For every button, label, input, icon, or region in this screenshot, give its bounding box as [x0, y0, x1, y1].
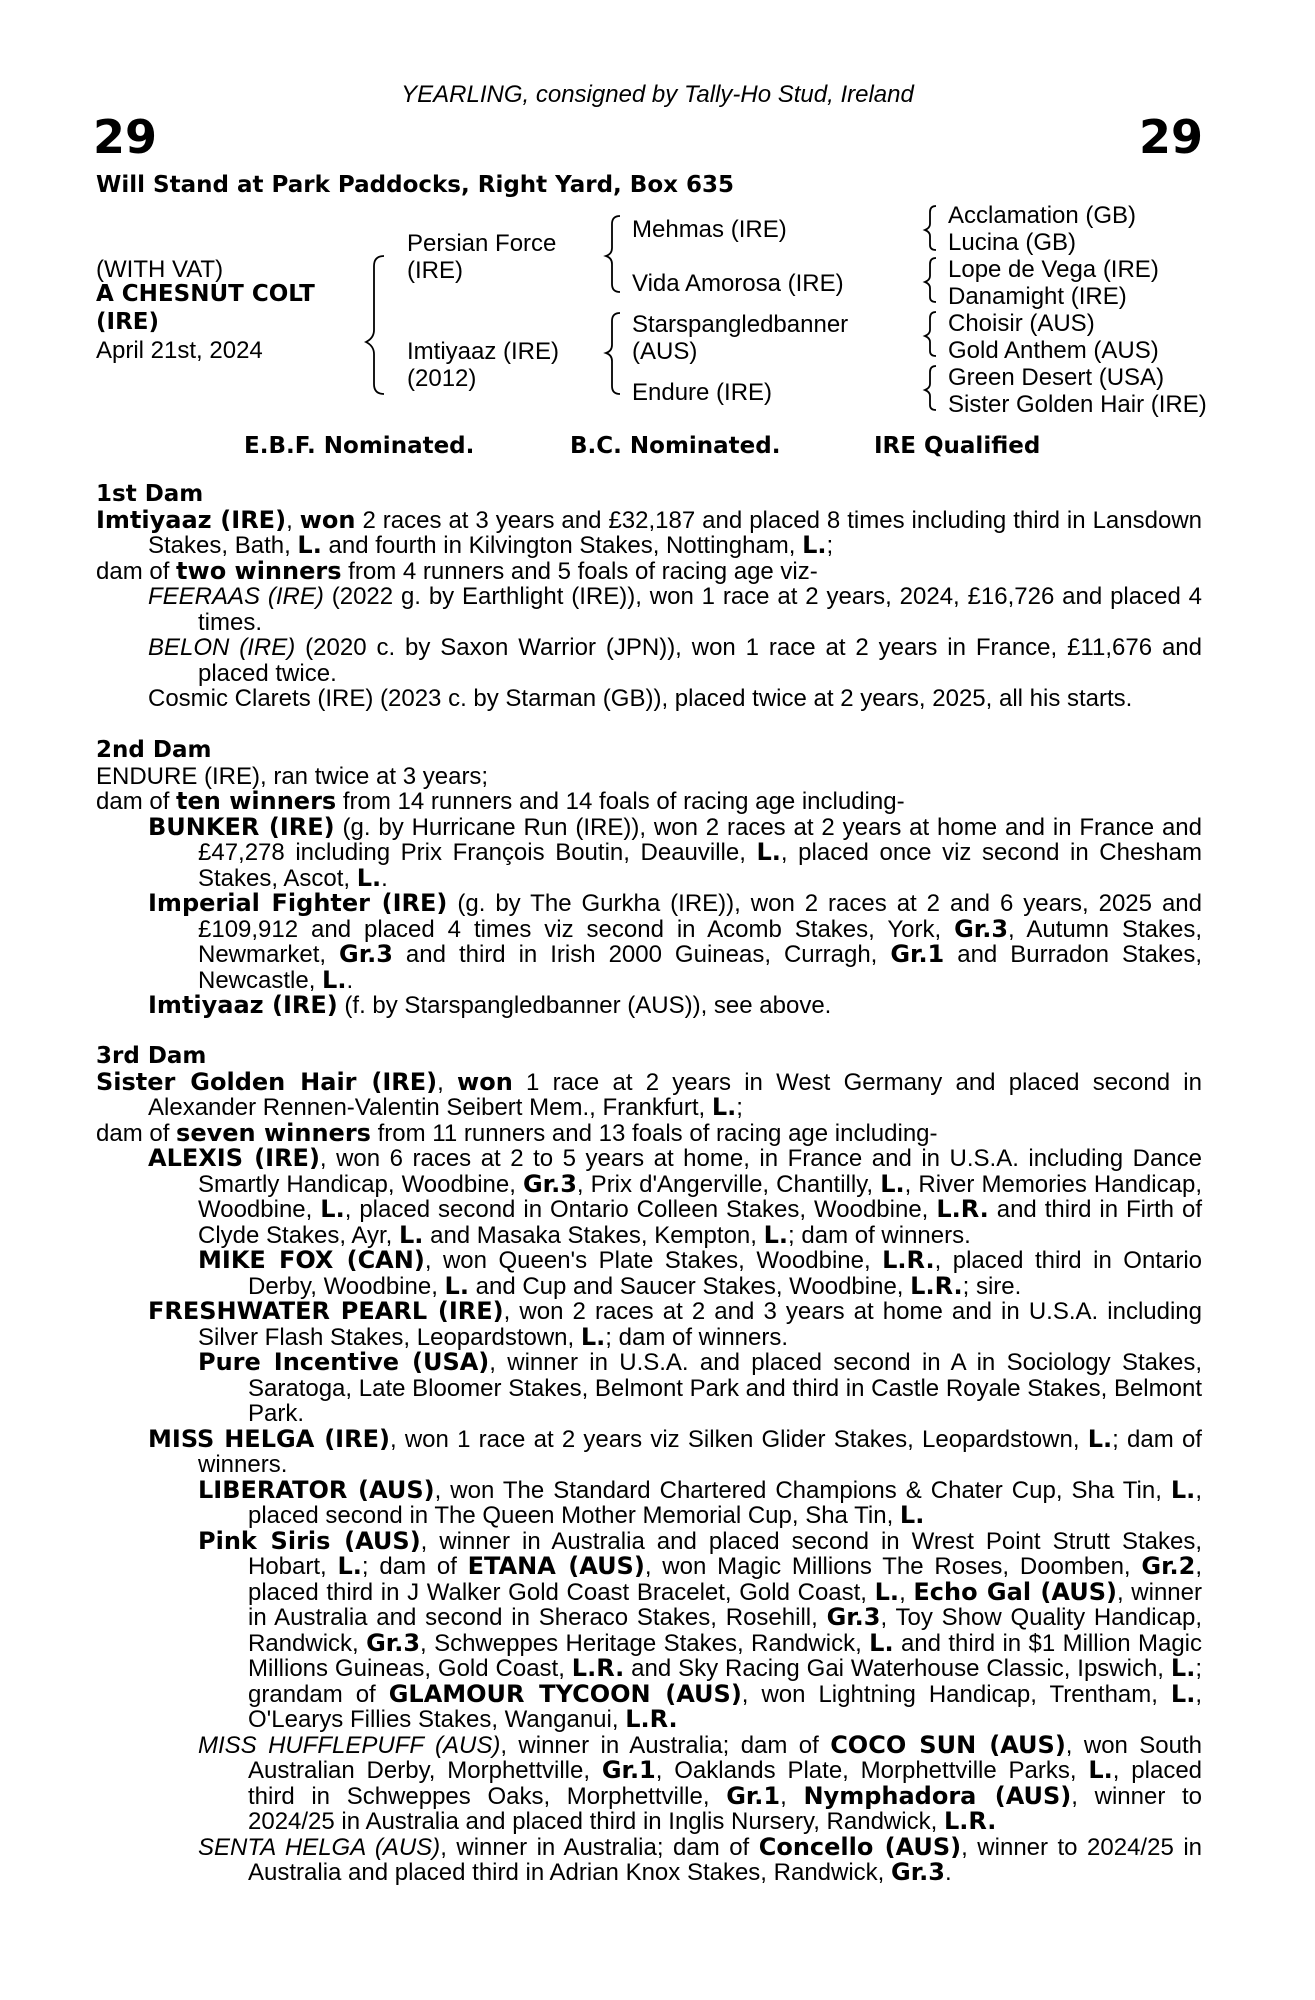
produce-item: Cosmic Clarets (IRE) (2023 c. by Starman (GB)), placed twice at 2 years, 2025, all his starts. [148, 685, 1133, 712]
ire-qualified: IRE Qualified [874, 433, 1041, 459]
third-dam-heading: 3rd Dam [96, 1043, 207, 1069]
sire-sire-sire: Acclamation (GB) [948, 202, 1137, 229]
produce-item: BELON (IRE) (2020 c. by Saxon Warrior (JPN)), won 1 race at 2 years in France, £11,676 and placed twice. [148, 634, 1203, 687]
dam-sire-dam: Gold Anthem (AUS) [948, 337, 1159, 364]
sire-dam-sire: Lope de Vega (IRE) [948, 256, 1159, 283]
first-dam-produce-summary: dam of two winners from 4 runners and 5 foals of racing age viz- [96, 556, 818, 585]
produce-item: Pink Siris (AUS), winner in Australia and placed second in Wrest Point Strutt Stakes, Hobart, L.; dam of ETANA (AUS), won Magic Millions The Roses, Doomben, Gr.2, placed third in J Walker Gold Coast Bracelet, Gold Coast, L., Echo Gal (AUS), winner in Australia and second in Sheraco Stakes, Rosehill, Gr.3, Toy Show Quality Handicap, Randwick, Gr.3, Schweppes Heritage Stakes, Randwick, L. and third in $1 Million Magic Millions Guineas, Gold Coast, L.R. and Sky Racing Gai Waterhouse Classic, Ipswich, L.; grandam of GLAMOUR TYCOON (AUS), won Lightning Handicap, Trentham, L., O'Learys Fillies Stakes, Wanganui, L.R. [198, 1526, 1203, 1733]
dam-sire: Starspangledbanner [632, 311, 849, 338]
produce-item: MISS HELGA (IRE), won 1 race at 2 years viz Silken Glider Stakes, Leopardstown, L.; dam of winners. [148, 1424, 1202, 1478]
foaling-date: April 21st, 2024 [96, 337, 263, 364]
consignor-line: YEARLING, consigned by Tally-Ho Stud, Ireland [401, 81, 914, 108]
second-dam-section [96, 738, 1202, 1019]
ebf-nomination: E.B.F. Nominated. [244, 433, 475, 459]
first-dam-heading: 1st Dam [96, 481, 204, 507]
lot-number-left: 29 [93, 110, 158, 164]
horse-name-country: (IRE) [96, 309, 160, 335]
dam-name: Imtiyaaz (IRE) [407, 338, 560, 365]
second-dam-heading: 2nd Dam [96, 737, 212, 763]
third-dam-section [96, 1044, 1202, 1886]
sire-dam: Vida Amorosa (IRE) [632, 270, 844, 297]
third-dam-record: Sister Golden Hair (IRE), won 1 race at 2 years in West Germany and placed second in Alexander Rennen-Valentin Seibert Mem., Frankfurt, L.; [96, 1067, 1202, 1121]
vat-note: (WITH VAT) [96, 256, 224, 283]
produce-item: BUNKER (IRE) (g. by Hurricane Run (IRE)), won 2 races at 2 years at home and in France and £47,278 including Prix François Boutin, Deauville, L., placed once viz second in Chesham Stakes, Ascot, L.. [148, 812, 1203, 892]
second-dam-produce-summary: dam of ten winners from 14 runners and 14 foals of racing age including- [96, 787, 905, 815]
produce-item: Imperial Fighter (IRE) (g. by The Gurkha (IRE)), won 2 races at 2 and 6 years, 2025 and £109,912 and placed 4 times viz second in Acomb Stakes, York, Gr.3, Autumn Stakes, Newmarket, Gr.3 and third in Irish 2000 Guineas, Curragh, Gr.1 and Burradon Stakes, Newcastle, L.. [148, 889, 1203, 994]
first-dam-section [96, 482, 1202, 712]
bc-nomination: B.C. Nominated. [570, 433, 781, 459]
dam-dam-sire: Green Desert (USA) [948, 364, 1165, 391]
third-dam-produce-summary: dam of seven winners from 11 runners and 13 foals of racing age including- [96, 1118, 938, 1147]
sire-name: Persian Force [407, 230, 557, 257]
horse-name: A CHESNUT COLT [96, 281, 315, 307]
produce-item: MISS HUFFLEPUFF (AUS), winner in Australia; dam of COCO SUN (AUS), won South Australian Derby, Morphettville, Gr.1, Oaklands Plate, Morphettville Parks, L., placed third in Schweppes Oaks, Morphettville, Gr.1, Nymphadora (AUS), winner to 2024/25 in Australia and placed third in Inglis Nursery, Randwick, L.R. [198, 1730, 1203, 1835]
second-dam-record: ENDURE (IRE), ran twice at 3 years; [96, 762, 489, 790]
produce-item: SENTA HELGA (AUS), winner in Australia; dam of Concello (AUS), winner to 2024/25 in Australia and placed third in Adrian Knox Stakes, Randwick, Gr.3. [198, 1832, 1202, 1886]
produce-item: MIKE FOX (CAN), won Queen's Plate Stakes, Woodbine, L.R., placed third in Ontario Derby, Woodbine, L. and Cup and Saucer Stakes, Woodbine, L.R.; sire. [198, 1246, 1202, 1300]
sire-dam-dam: Danamight (IRE) [948, 283, 1127, 310]
produce-item: Pure Incentive (USA), winner in U.S.A. and placed second in A in Sociology Stakes, Saratoga, Late Bloomer Stakes, Belmont Park and third in Castle Royale Stakes, Belmont Park. [198, 1348, 1202, 1427]
produce-item: ALEXIS (IRE), won 6 races at 2 to 5 years at home, in France and in U.S.A. including Dance Smartly Handicap, Woodbine, Gr.3, Prix d'Angerville, Chantilly, L., River Memories Handicap, Woodbine, L., placed second in Ontario Colleen Stakes, Woodbine, L.R. and third in Firth of Clyde Stakes, Ayr, L. and Masaka Stakes, Kempton, L.; dam of winners. [148, 1144, 1203, 1249]
first-dam-record: Imtiyaaz (IRE), won 2 races at 3 years and £32,187 and placed 8 times including third in Lansdown Stakes, Bath, L. and fourth in Kilvington Stakes, Nottingham, L.; [96, 505, 1203, 559]
dam-dam: Endure (IRE) [632, 379, 773, 406]
dam-year: (2012) [407, 365, 477, 392]
produce-item: FEERAAS (IRE) (2022 g. by Earthlight (IRE)), won 1 race at 2 years, 2024, £16,726 and placed 4 times. [148, 583, 1202, 636]
dam-sire-sire: Choisir (AUS) [948, 310, 1095, 337]
sire-sire-dam: Lucina (GB) [948, 229, 1077, 256]
stable-location: Will Stand at Park Paddocks, Right Yard, Box 635 [96, 172, 734, 198]
lot-number-right: 29 [1138, 110, 1203, 164]
produce-item: Imtiyaaz (IRE) (f. by Starspangledbanner (AUS)), see above. [148, 991, 832, 1019]
dam-dam-dam: Sister Golden Hair (IRE) [948, 391, 1207, 418]
sire-sire: Mehmas (IRE) [632, 216, 787, 243]
sire-country: (IRE) [407, 257, 463, 284]
produce-item: FRESHWATER PEARL (IRE), won 2 races at 2 and 3 years at home and in U.S.A. including Silver Flash Stakes, Leopardstown, L.; dam of winners. [148, 1297, 1202, 1351]
dam-sire-country: (AUS) [632, 338, 698, 365]
produce-item: LIBERATOR (AUS), won The Standard Chartered Champions & Chater Cup, Sha Tin, L., placed second in The Queen Mother Memorial Cup, Sha Tin, L. [198, 1475, 1202, 1529]
